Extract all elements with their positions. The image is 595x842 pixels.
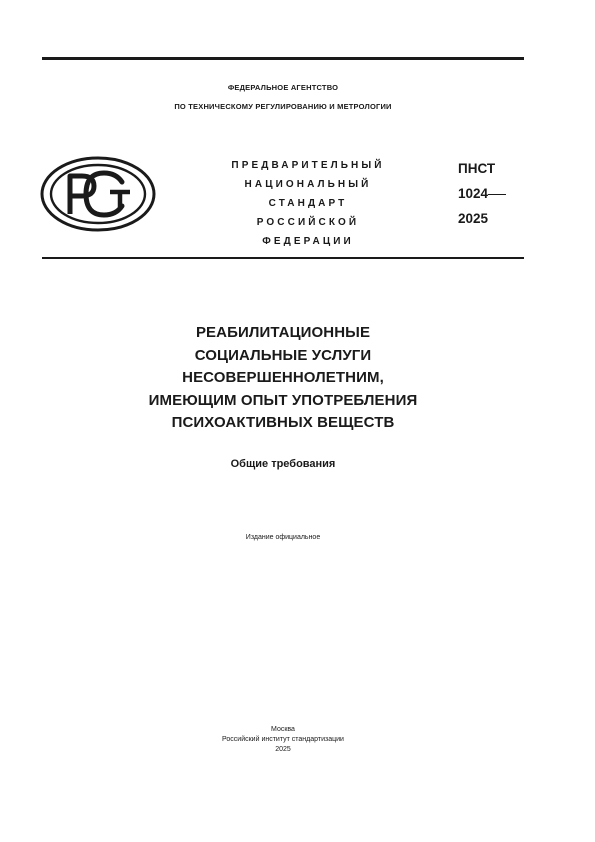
standard-type-line: ФЕДЕРАЦИИ — [262, 236, 354, 247]
imprint-publisher: Российский институт стандартизации — [222, 736, 344, 743]
document-title — [42, 322, 524, 435]
document-subtitle: Общие требования — [230, 458, 336, 470]
edition-note: Издание официальное — [245, 534, 321, 541]
standard-type-block — [196, 156, 420, 251]
standard-code-dash — [488, 194, 506, 196]
standard-code-number: 1024 — [458, 186, 489, 201]
imprint-city: Москва — [271, 726, 295, 733]
header-bottom-rule — [42, 257, 524, 259]
standard-code-year: 2025 — [458, 211, 489, 226]
rst-emblem-icon — [40, 156, 156, 232]
imprint-year: 2025 — [275, 746, 291, 753]
title-line: СОЦИАЛЬНЫЕ УСЛУГИ — [194, 346, 372, 364]
standard-code-prefix: ПНСТ — [458, 161, 496, 176]
standard-type-line: СТАНДАРТ — [268, 198, 348, 209]
standard-code-block — [458, 156, 506, 231]
agency-name-line1: ФЕДЕРАЛЬНОЕ АГЕНТСТВО — [227, 83, 339, 92]
imprint-block — [42, 725, 524, 755]
title-line: ИМЕЮЩИМ ОПЫТ УПОТРЕБЛЕНИЯ — [148, 391, 418, 409]
standard-type-line: РОССИЙСКОЙ — [256, 217, 360, 228]
title-line: НЕСОВЕРШЕННОЛЕТНИМ, — [182, 369, 384, 386]
agency-name-line2: ПО ТЕХНИЧЕСКОМУ РЕГУЛИРОВАНИЮ И МЕТРОЛОГИИ — [174, 102, 392, 111]
title-line: РЕАБИЛИТАЦИОННЫЕ — [195, 324, 371, 341]
top-rule — [42, 57, 524, 60]
title-line: ПСИХОАКТИВНЫХ ВЕЩЕСТВ — [171, 414, 395, 431]
standard-type-line: ПРЕДВАРИТЕЛЬНЫЙ — [231, 160, 385, 171]
standard-type-line: НАЦИОНАЛЬНЫЙ — [244, 179, 372, 190]
